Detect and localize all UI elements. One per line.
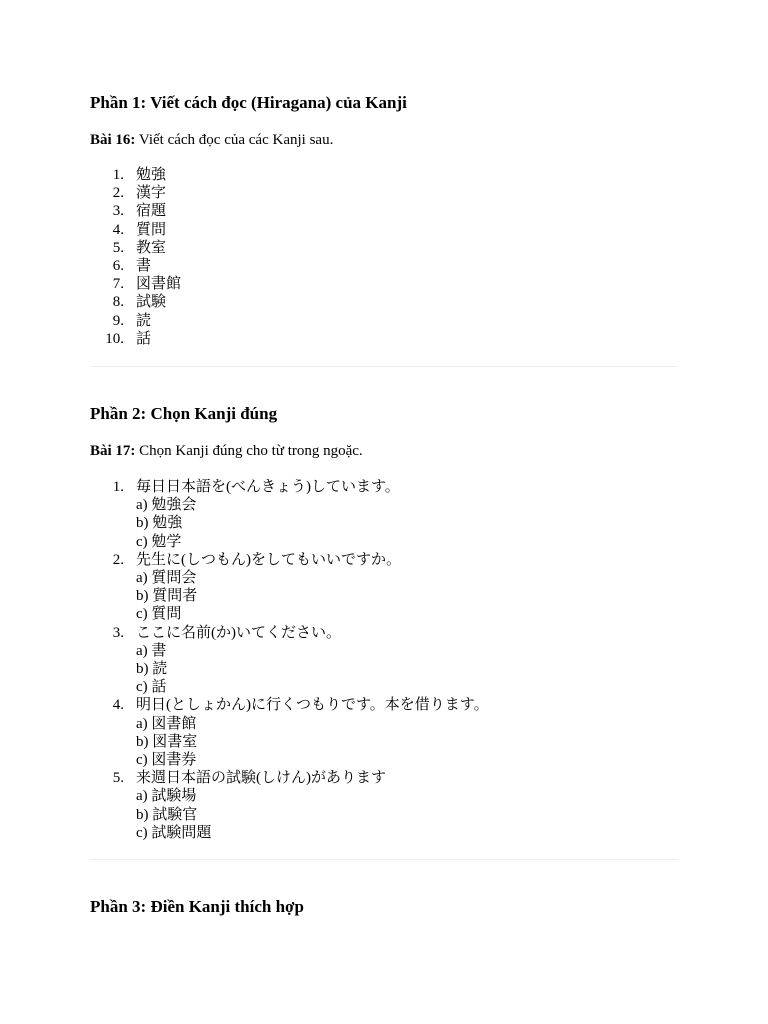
question-text: 先生に(しつもん)をしてもいいですか。 (136, 551, 401, 568)
question-number: 3. (112, 624, 124, 641)
list-item (90, 330, 390, 348)
kanji-word: 図書館 (136, 276, 182, 293)
answer-option: c) 図書券 (136, 752, 197, 769)
list-item (90, 312, 390, 330)
list-item-number: 9. (112, 312, 124, 329)
list-item (90, 275, 390, 293)
answer-option: a) 書 (136, 642, 167, 659)
question-number: 1. (112, 479, 124, 495)
kanji-word: 教室 (136, 239, 167, 256)
list-item (90, 257, 390, 275)
list-item (90, 239, 390, 257)
answer-option: c) 試験問題 (136, 824, 212, 841)
kanji-word: 書 (136, 258, 152, 275)
list-item (90, 202, 390, 220)
answer-option: b) 読 (136, 661, 168, 678)
list-item-number: 10. (105, 330, 124, 347)
section-divider (90, 859, 678, 860)
part1-exercise-instruction (90, 130, 333, 150)
answer-option: b) 勉強 (136, 515, 183, 532)
question-item (90, 478, 650, 551)
part1-exercise-label: Bài 16: (90, 132, 136, 148)
list-item-number: 6. (112, 258, 124, 275)
list-item (90, 184, 390, 202)
part2-exercise-label: Bài 17: (90, 443, 136, 459)
answer-option: a) 図書館 (136, 715, 197, 732)
list-item-number: 5. (112, 239, 124, 256)
list-item (90, 221, 390, 239)
answer-option: c) 勉学 (136, 533, 182, 550)
question-item (90, 696, 650, 769)
list-item-number: 8. (112, 294, 124, 311)
answer-option: b) 試験官 (136, 806, 198, 823)
question-item (90, 624, 650, 697)
answer-option: a) 勉強会 (136, 497, 197, 514)
question-text: 毎日日本語を(べんきょう)しています。 (136, 479, 400, 495)
question-item (90, 551, 650, 624)
question-text: 明日(としょかん)に行くつもりです。本を借ります。 (136, 697, 489, 714)
list-item (90, 293, 390, 311)
list-item-number: 4. (112, 221, 124, 238)
question-number: 5. (112, 770, 124, 787)
kanji-word: 質問 (136, 221, 167, 238)
answer-option: b) 図書室 (136, 733, 198, 750)
part1-exercise-text: Viết cách đọc của các Kanji sau. (135, 132, 334, 148)
list-item-number: 7. (112, 276, 124, 293)
list-item-number: 1. (112, 167, 124, 183)
section-divider (90, 366, 678, 367)
answer-option: c) 質問 (136, 606, 182, 623)
answer-option: b) 質問者 (136, 588, 198, 605)
question-number: 2. (112, 551, 124, 568)
kanji-word: 話 (136, 330, 152, 347)
kanji-word: 宿題 (136, 203, 167, 220)
question-number: 4. (112, 697, 124, 714)
list-item (90, 166, 390, 184)
question-item (90, 769, 650, 842)
kanji-word: 漢字 (136, 185, 167, 202)
kanji-word: 試験 (136, 294, 167, 311)
question-text: ここに名前(か)いてください。 (136, 624, 341, 641)
part2-heading: Phần 2: Chọn Kanji đúng (90, 404, 278, 423)
answer-option: a) 試験場 (136, 788, 197, 805)
question-text: 来週日本語の試験(しけん)があります (136, 770, 386, 787)
list-item-number: 3. (112, 203, 124, 220)
part1-reading-list (90, 166, 390, 348)
part2-exercise-instruction (90, 441, 363, 461)
part2-question-list (90, 478, 650, 842)
answer-option: a) 質問会 (136, 570, 197, 587)
part1-heading: Phần 1: Viết cách đọc (Hiragana) của Kanji (90, 93, 407, 112)
answer-option: c) 話 (136, 679, 167, 696)
part3-heading: Phần 3: Điền Kanji thích hợp (90, 897, 304, 916)
list-item-number: 2. (112, 185, 124, 202)
kanji-word: 勉強 (136, 167, 167, 183)
kanji-word: 読 (136, 312, 152, 329)
part2-exercise-text: Chọn Kanji đúng cho từ trong ngoặc. (135, 443, 363, 459)
